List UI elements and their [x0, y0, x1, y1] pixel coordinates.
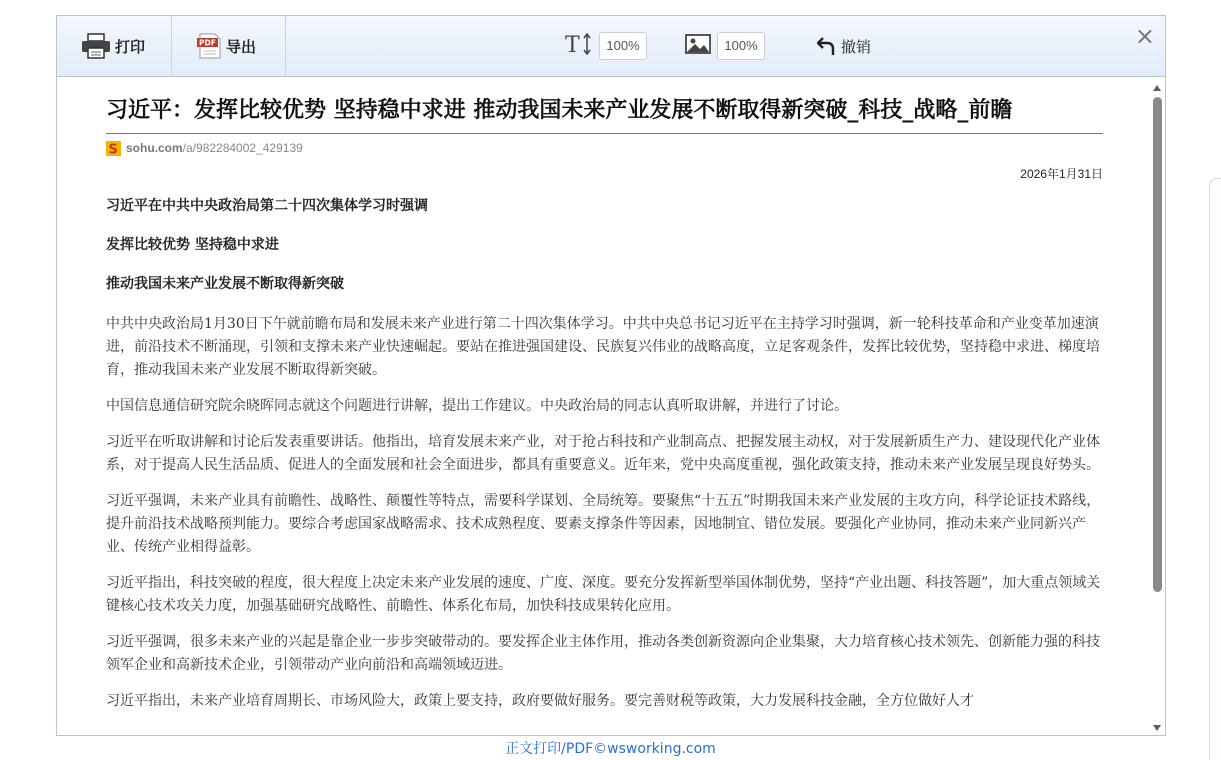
print-preview-dialog [56, 15, 1166, 736]
article-date: 2026年1月31日 [1020, 167, 1103, 181]
article-paragraph: 中共中央政治局1月30日下午就前瞻布局和发展未来产业进行第二十四次集体学习。中共中央总书记习近平在主持学习时强调，新一轮科技革命和产业变革加速演进，前沿技术不断涌现，引领和支撑未来产业快速崛起。要站在推进强国建设、民族复兴伟业的战略高度，立足客观条件，发挥比较优势，坚持稳中求进、梯度培育，推动我国未来产业发展不断取得新突破。 [106, 316, 1100, 378]
article-content [57, 77, 1151, 736]
article-heading: 习近平在中共中央政治局第二十四次集体学习时强调 [106, 198, 428, 214]
font-size-control [565, 16, 647, 76]
image-size-control [685, 16, 765, 76]
text-size-icon [565, 31, 593, 61]
svg-text:PDF: PDF [199, 38, 216, 48]
print-label: 打印 [115, 37, 146, 56]
side-panel-edge [1209, 178, 1221, 760]
article-title: 习近平：发挥比较优势 坚持稳中求进 推动我国未来产业发展不断取得新突破_科技_战略_前瞻 [106, 93, 1103, 134]
source-domain: sohu.com [126, 141, 183, 155]
undo-arrow-icon [817, 36, 835, 56]
svg-text:T: T [565, 33, 580, 57]
image-zoom-input[interactable]: 100% [717, 32, 765, 60]
article-paragraph: 习近平强调，很多未来产业的兴起是靠企业一步步突破带动的。要发挥企业主体作用，推动各类创新资源向企业集聚，大力培育核心技术领先、创新能力强的科技领军企业和高新技术企业，引领带动产业向前沿和高端领域迈进。 [106, 634, 1100, 673]
undo-label: 撤销 [841, 37, 872, 56]
pdf-file-icon [196, 33, 222, 59]
print-button[interactable] [57, 16, 172, 76]
article-paragraph: 习近平强调，未来产业具有前瞻性、战略性、颠覆性等特点，需要科学谋划、全局统筹。要聚焦“十五五”时期我国未来产业发展的主攻方向，科学论证技术路线，提升前沿技术战略预判能力。要综合考虑国家战略需求、技术成熟程度、要素支撑条件等因素，因地制宜、错位发展。要强化产业协同，推动未来产业同新兴产业、传统产业相得益彰。 [106, 493, 1101, 555]
export-label: 导出 [226, 37, 257, 56]
printer-icon [81, 33, 111, 59]
scroll-down-arrow-icon[interactable] [1153, 725, 1161, 731]
article-source[interactable] [106, 139, 1151, 157]
close-icon[interactable]: × [1134, 22, 1155, 50]
export-button[interactable] [172, 16, 286, 76]
vertical-scrollbar[interactable] [1150, 77, 1165, 736]
article-heading: 推动我国未来产业发展不断取得新突破 [106, 276, 344, 292]
undo-button[interactable] [817, 16, 871, 76]
source-path: /a/982284002_429139 [182, 141, 303, 155]
scrollbar-thumb[interactable] [1153, 97, 1162, 592]
article-paragraph: 习近平在听取讲解和讨论后发表重要讲话。他指出，培育发展未来产业，对于抢占科技和产业制高点、把握发展主动权，对于发展新质生产力、建设现代化产业体系，对于提高人民生活品质、促进人的全面发展和社会全面进步，都具有重要意义。近年来，党中央高度重视，强化政策支持，推动未来产业发展呈现良好势头。 [106, 434, 1100, 473]
article-paragraph: 习近平指出，未来产业培育周期长、市场风险大，政策上要支持，政府要做好服务。要完善财税等政策，大力发展科技金融，全方位做好人才 [106, 693, 974, 709]
article-paragraph: 习近平指出，科技突破的程度，很大程度上决定未来产业发展的速度、广度、深度。要充分发挥新型举国体制优势，坚持“产业出题、科技答题”，加大重点领域关键核心技术攻关力度，加强基础研究战略性、前瞻性、体系化布局，加快科技成果转化应用。 [106, 575, 1101, 614]
article-body [106, 196, 1103, 713]
font-zoom-input[interactable]: 100% [599, 32, 647, 60]
scroll-up-arrow-icon[interactable] [1153, 85, 1161, 91]
article-heading: 发挥比较优势 坚持稳中求进 [106, 237, 279, 253]
footer-link[interactable]: 正文打印/PDF©wsworking.com [505, 741, 716, 757]
sohu-logo-icon [106, 141, 121, 156]
toolbar [57, 16, 1165, 77]
image-icon [685, 33, 711, 59]
article-paragraph: 中国信息通信研究院余晓晖同志就这个问题进行讲解，提出工作建议。中央政治局的同志认真听取讲解，并进行了讨论。 [106, 398, 848, 414]
svg-text:S: S [108, 142, 118, 156]
